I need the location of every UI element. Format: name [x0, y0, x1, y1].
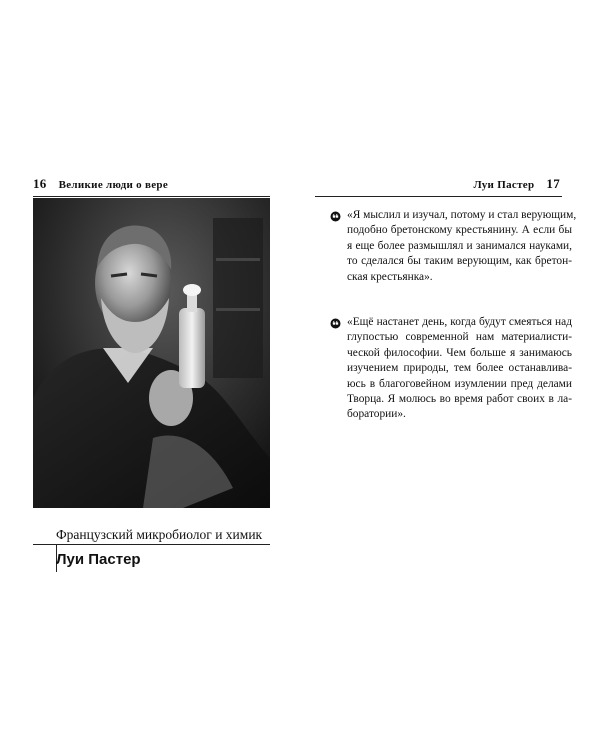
quote-line: «Я мыслил и изучал, потому и стал верующим,: [347, 209, 577, 221]
right-running-header: [474, 176, 560, 194]
caption-name: Луи Пастер: [56, 551, 141, 568]
caption-subtitle: Французский микробиолог и химик: [56, 527, 263, 542]
header-rule-right: [315, 196, 562, 197]
quote-block-1: [347, 208, 577, 285]
header-rule-left: [33, 196, 270, 197]
left-running-header: [33, 176, 270, 194]
quote-line: ская крестьянка».: [347, 270, 433, 283]
quote-bullet-icon: [330, 318, 341, 329]
quote-line: я еще более размышлял и занимался науками,: [347, 239, 572, 252]
quote-line: то сделался бы таким верующим, как бретон-: [347, 255, 572, 268]
quote-line: подобно бретонскому крестьянину. А если бы: [347, 224, 572, 237]
page-number-right: 17: [546, 176, 560, 191]
portrait-illustration: [33, 198, 270, 508]
quote-bullet-icon: [330, 211, 341, 222]
quote-line: боратории».: [347, 408, 406, 421]
right-page: [300, 0, 600, 750]
quote-line: Творца. Я молюсь во время работ своих в ла-: [347, 393, 572, 406]
running-title-right: Луи Пастер: [473, 179, 535, 191]
quote-line: глупостью современной нам материалисти-: [347, 331, 572, 344]
page-number-left: 16: [33, 176, 47, 191]
quote-line: изучением природы, тем более останавлива-: [347, 362, 572, 375]
caption-rule: [33, 544, 270, 545]
quote-block-2: [347, 315, 572, 423]
running-title-left: Великие люди о вере: [58, 179, 169, 191]
quote-line: «Ещё настанет день, когда будут смеяться над: [347, 316, 572, 328]
quote-line: ческой философии. Чем больше я занимаюсь: [347, 346, 572, 359]
quote-line: юсь в благоговейном изумлении пред делами: [347, 377, 572, 390]
